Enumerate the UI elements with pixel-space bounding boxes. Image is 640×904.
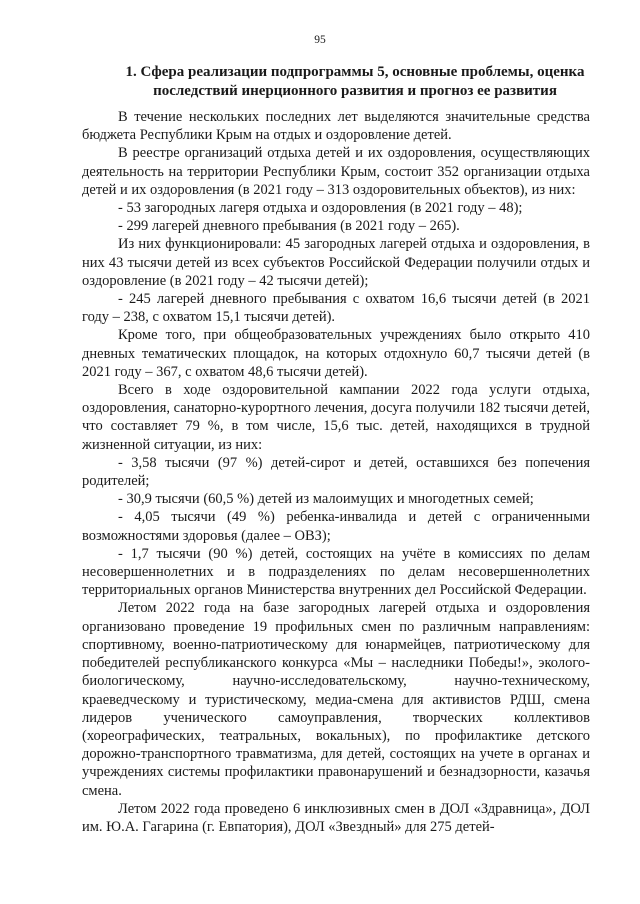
paragraph: Кроме того, при общеобразовательных учреждениях было открыто 410 дневных тематических площадок, на которых отдохнуло 60,7 тысячи детей (в 2021 году – 367, с охватом 48,6 тысячи детей). xyxy=(82,327,590,380)
list-item: - 30,9 тысячи (60,5 %) детей из малоимущих и многодетных семей; xyxy=(118,491,534,508)
list-item: - 3,58 тысячи (97 %) детей-сирот и детей, оставшихся без попечения родителей; xyxy=(82,454,590,490)
page-number: 95 xyxy=(314,34,326,46)
paragraph: В реестре организаций отдыха детей и их оздоровления, осуществляющих деятельность на территории Республики Крым, состоит 352 организации отдыха детей и их оздоровления (в 2021 году – 313 оздоровительных объектов), из них: xyxy=(82,145,590,198)
section-heading: 1. Сфера реализации подпрограммы 5, основные проблемы, оценка последствий инерционного развития и прогноз ее развития xyxy=(125,64,585,99)
paragraph: Летом 2022 года проведено 6 инклюзивных смен в ДОЛ «Здравница», ДОЛ им. Ю.А. Гагарина (г. Евпатория), ДОЛ «Звездный» для 275 детей- xyxy=(82,800,590,835)
paragraph: Из них функционировали: 45 загородных лагерей отдыха и оздоровления, в них 43 тысячи детей из всех субъектов Российской Федерации получили отдых и оздоровление (в 2021 году – 42 тысячи детей); xyxy=(82,236,590,289)
paragraph: В течение нескольких последних лет выделяются значительные средства бюджета Республики Крым на отдых и оздоровление детей. xyxy=(82,109,590,144)
list-item: - 245 лагерей дневного пребывания с охватом 16,6 тысячи детей (в 2021 году – 238, с охватом 15,1 тысячи детей). xyxy=(82,291,590,326)
paragraph: Всего в ходе оздоровительной кампании 2022 года услуги отдыха, оздоровления, санаторно-курортного лечения, досуга получили 182 тысячи детей, что составляет 79 %, в том числе, 15,6 тыс. детей, находящихся в трудной жизненной ситуации, из них: xyxy=(82,382,590,453)
list-item: - 299 лагерей дневного пребывания (в 2021 году – 265). xyxy=(118,218,460,235)
list-item: - 53 загородных лагеря отдыха и оздоровления (в 2021 году – 48); xyxy=(118,200,523,217)
list-item: - 4,05 тысячи (49 %) ребенка-инвалида и детей с ограниченными возможностями здоровья (далее – ОВЗ); xyxy=(82,509,590,544)
paragraph: Летом 2022 года на базе загородных лагерей отдыха и оздоровления организовано проведение 19 профильных смен по различным направлениям: спортивному, военно-патриотическому для юнармейцев, патриотическому для победителей республиканского конкурса «Мы – наследники Победы!», эколого-биологическому, научно-исследовательскому, научно-техническому, краеведческому и туристическому, медиа-смена для активистов РДШ, смена лидеров ученического самоуправления, творческих коллективов (хореографических, театральных, вокальных), по профилактике детского дорожно-транспортного травматизма, для детей, состоящих на учете в органах и учреждениях системы профилактики правонарушений и безнадзорности, казачья смена. xyxy=(82,600,590,799)
list-item: - 1,7 тысячи (90 %) детей, состоящих на учёте в комиссиях по делам несовершеннолетних и в подразделениях по делам несовершеннолетних территориальных органов Министерства внутренних дел Российской Федерации. xyxy=(82,545,590,599)
document-body xyxy=(82,108,590,836)
